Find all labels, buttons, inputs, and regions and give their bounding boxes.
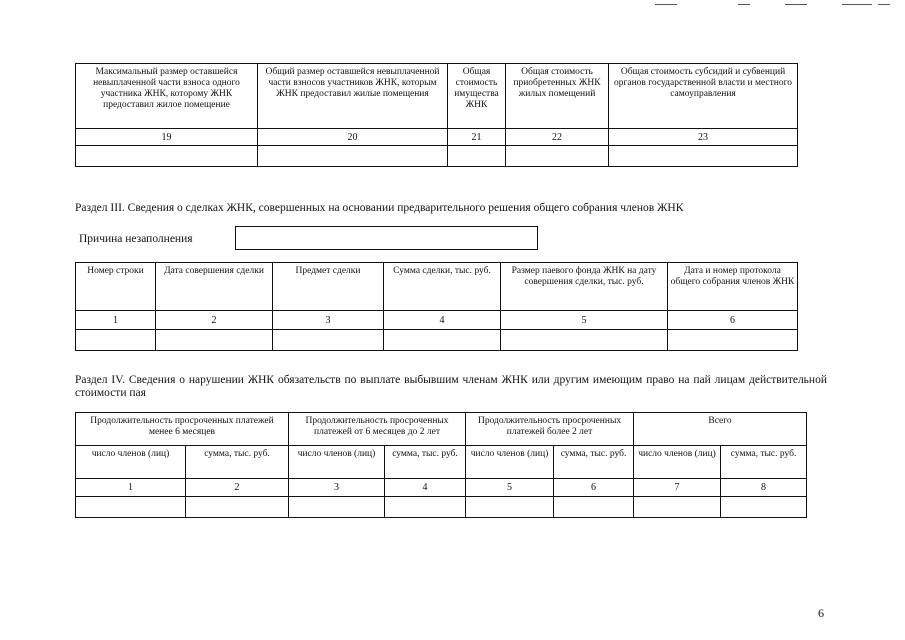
data-cell[interactable] xyxy=(156,330,273,351)
column-header: Общая стоимость субсидий и субвенций органов государственной власти и местного самоуправления xyxy=(609,64,798,129)
scan-artifact xyxy=(738,4,750,5)
column-number: 1 xyxy=(76,311,156,330)
column-number: 22 xyxy=(506,129,609,146)
column-header: число членов (лиц) xyxy=(76,446,186,479)
data-cell[interactable] xyxy=(466,497,554,518)
scan-artifact xyxy=(655,4,677,5)
column-number: 6 xyxy=(554,479,634,497)
column-number: 4 xyxy=(384,311,501,330)
column-header: сумма, тыс. руб. xyxy=(385,446,466,479)
data-cell[interactable] xyxy=(76,146,258,167)
data-cell[interactable] xyxy=(289,497,385,518)
data-cell[interactable] xyxy=(554,497,634,518)
column-number: 5 xyxy=(466,479,554,497)
data-cell[interactable] xyxy=(721,497,807,518)
column-number: 3 xyxy=(273,311,384,330)
column-number: 20 xyxy=(258,129,448,146)
section-3-title: Раздел III. Сведения о сделках ЖНК, совершенных на основании предварительного решения общего собрания членов ЖНК xyxy=(75,202,684,214)
data-cell[interactable] xyxy=(273,330,384,351)
data-cell[interactable] xyxy=(501,330,668,351)
section-3-table xyxy=(75,262,798,351)
group-header: Всего xyxy=(634,413,807,446)
column-header: Размер паевого фонда ЖНК на дату совершения сделки, тыс. руб. xyxy=(501,263,668,311)
column-number: 6 xyxy=(668,311,798,330)
column-number: 2 xyxy=(186,479,289,497)
column-header: Номер строки xyxy=(76,263,156,311)
column-number: 5 xyxy=(501,311,668,330)
reason-input[interactable] xyxy=(235,226,538,250)
data-cell[interactable] xyxy=(76,497,186,518)
column-header: сумма, тыс. руб. xyxy=(721,446,807,479)
scan-artifact xyxy=(842,4,872,5)
column-header: Максимальный размер оставшейся невыплаченной части взноса одного участника ЖНК, которому ЖНК предоставил жилое помещение xyxy=(76,64,258,129)
page-number: 6 xyxy=(818,606,824,620)
column-header: Общая стоимость приобретенных ЖНК жилых помещений xyxy=(506,64,609,129)
column-header: Общий размер оставшейся невыплаченной части взносов участников ЖНК, которым ЖНК предоставил жилые помещения xyxy=(258,64,448,129)
group-header: Продолжительность просроченных платежей от 6 месяцев до 2 лет xyxy=(289,413,466,446)
section-4-title: Раздел IV. Сведения о нарушении ЖНК обязательств по выплате выбывшим членам ЖНК или другим имеющим право на пай лицам действительной стоимости пая xyxy=(75,374,827,399)
column-header: число членов (лиц) xyxy=(634,446,721,479)
column-header: Предмет сделки xyxy=(273,263,384,311)
group-header: Продолжительность просроченных платежей более 2 лет xyxy=(466,413,634,446)
data-cell[interactable] xyxy=(258,146,448,167)
column-header: число членов (лиц) xyxy=(466,446,554,479)
column-header: число членов (лиц) xyxy=(289,446,385,479)
section-4-table xyxy=(75,412,807,518)
group-header: Продолжительность просроченных платежей менее 6 месяцев xyxy=(76,413,289,446)
data-cell[interactable] xyxy=(186,497,289,518)
column-header: Дата совершения сделки xyxy=(156,263,273,311)
column-header: Дата и номер протокола общего собрания членов ЖНК xyxy=(668,263,798,311)
column-header: сумма, тыс. руб. xyxy=(186,446,289,479)
data-cell[interactable] xyxy=(384,330,501,351)
data-cell[interactable] xyxy=(385,497,466,518)
column-header: сумма, тыс. руб. xyxy=(554,446,634,479)
column-number: 19 xyxy=(76,129,258,146)
column-number: 8 xyxy=(721,479,807,497)
column-header: Сумма сделки, тыс. руб. xyxy=(384,263,501,311)
reason-label: Причина незаполнения xyxy=(79,233,193,245)
column-number: 1 xyxy=(76,479,186,497)
scan-artifact xyxy=(785,4,807,5)
scan-artifact xyxy=(878,4,890,5)
column-number: 21 xyxy=(448,129,506,146)
data-cell[interactable] xyxy=(634,497,721,518)
data-cell[interactable] xyxy=(506,146,609,167)
column-number: 7 xyxy=(634,479,721,497)
column-number: 23 xyxy=(609,129,798,146)
column-number: 3 xyxy=(289,479,385,497)
data-cell[interactable] xyxy=(609,146,798,167)
data-cell[interactable] xyxy=(76,330,156,351)
column-header: Общая стоимость имущества ЖНК xyxy=(448,64,506,129)
column-number: 2 xyxy=(156,311,273,330)
data-cell[interactable] xyxy=(668,330,798,351)
column-number: 4 xyxy=(385,479,466,497)
continuation-table xyxy=(75,63,798,167)
data-cell[interactable] xyxy=(448,146,506,167)
